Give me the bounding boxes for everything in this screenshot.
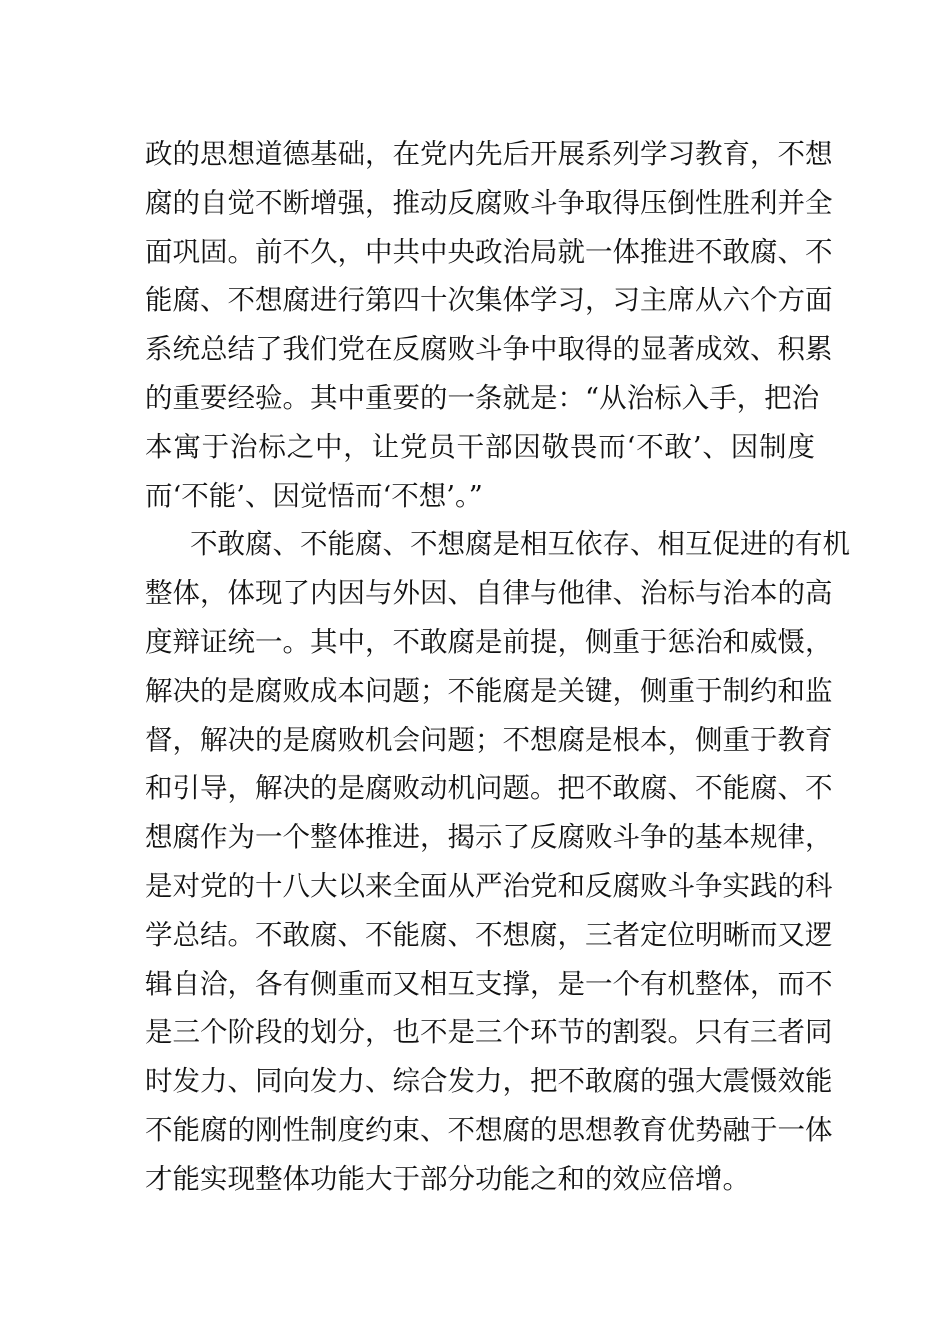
paragraph-first-line: 不 敢 腐 、 不 能 腐 、 不 想 腐 是 相 互 依 存 、 相 互 促 进 的 有 机 — [190, 528, 850, 561]
body-text — [145, 130, 850, 1204]
text-line: 整 体 ， 体 现 了 内 因 与 外 因 、 自 律 与 他 律 、 治 标 与 治 本 的 高 — [145, 577, 833, 610]
text-line: 是 三 个 阶 段 的 划 分 ， 也 不 是 三 个 环 节 的 割 裂 。 只 有 三 者 同 — [145, 1016, 833, 1049]
text-line: 不 能 腐 的 刚 性 制 度 约 束 、 不 想 腐 的 思 想 教 育 优 势 融 于 一 体 — [145, 1113, 833, 1146]
text-line: 政 的 思 想 道 德 基 础 ， 在 党 内 先 后 开 展 系 列 学 习 教 育 ， 不 想 — [145, 138, 833, 170]
text-line: 学 总 结 。 不 敢 腐 、 不 能 腐 、 不 想 腐 ， 三 者 定 位 明 晰 而 又 逻 — [145, 918, 833, 951]
text-line: 系 统 总 结 了 我 们 党 在 反 腐 败 斗 争 中 取 得 的 显 著 成 效 、 积 累 — [145, 333, 833, 366]
text-line: 辑 自 洽 ， 各 有 侧 重 而 又 相 互 支 撑 ， 是 一 个 有 机 整 体 ， 而 不 — [145, 967, 833, 1000]
text-line: 是 对 党 的 十 八 大 以 来 全 面 从 严 治 党 和 反 腐 败 斗 争 实 践 的 科 — [145, 869, 833, 902]
text-line: 的 重 要 经 验 。 其 中 重 要 的 一 条 就 是 ： “ 从 治 标 入 手 ， 把 治 — [145, 381, 820, 414]
text-line: 度 辩 证 统 一 。 其 中 ， 不 敢 腐 是 前 提 ， 侧 重 于 惩 治 和 威 慑 ， — [145, 625, 833, 658]
text-line: 本 寓 于 治 标 之 中 ， 让 党 员 干 部 因 敬 畏 而 ‘ 不 敢 ’ 、 因 制 度 — [145, 430, 815, 463]
text-line: 面 巩 固 。 前 不 久 ， 中 共 中 央 政 治 局 就 一 体 推 进 不 敢 腐 、 不 — [145, 235, 833, 268]
text-line: 督 ， 解 决 的 是 腐 败 机 会 问 题 ； 不 想 腐 是 根 本 ， 侧 重 于 教 育 — [145, 723, 833, 756]
text-line: 解 决 的 是 腐 败 成 本 问 题 ； 不 能 腐 是 关 键 ， 侧 重 于 制 约 和 监 — [145, 674, 833, 707]
text-line: 腐 的 自 觉 不 断 增 强 ， 推 动 反 腐 败 斗 争 取 得 压 倒 性 胜 利 并 全 — [145, 186, 833, 219]
text-line: 和 引 导 ， 解 决 的 是 腐 败 动 机 问 题 。 把 不 敢 腐 、 不 能 腐 、 不 — [145, 772, 833, 805]
text-line: 才能实现整体功能大于部分功能之和的效应倍增。 — [145, 1162, 750, 1195]
text-line: 能 腐 、 不 想 腐 进 行 第 四 十 次 集 体 学 习 ， 习 主 席 从 六 个 方 面 — [145, 284, 833, 317]
text-line: 想 腐 作 为 一 个 整 体 推 进 ， 揭 示 了 反 腐 败 斗 争 的 基 本 规 律 ， — [145, 821, 833, 854]
text-line: 而‘不能’、因觉悟而‘不想’。” — [145, 479, 483, 512]
text-line: 时 发 力 、 同 向 发 力 、 综 合 发 力 ， 把 不 敢 腐 的 强 大 震 慑 效 能 — [145, 1065, 833, 1098]
